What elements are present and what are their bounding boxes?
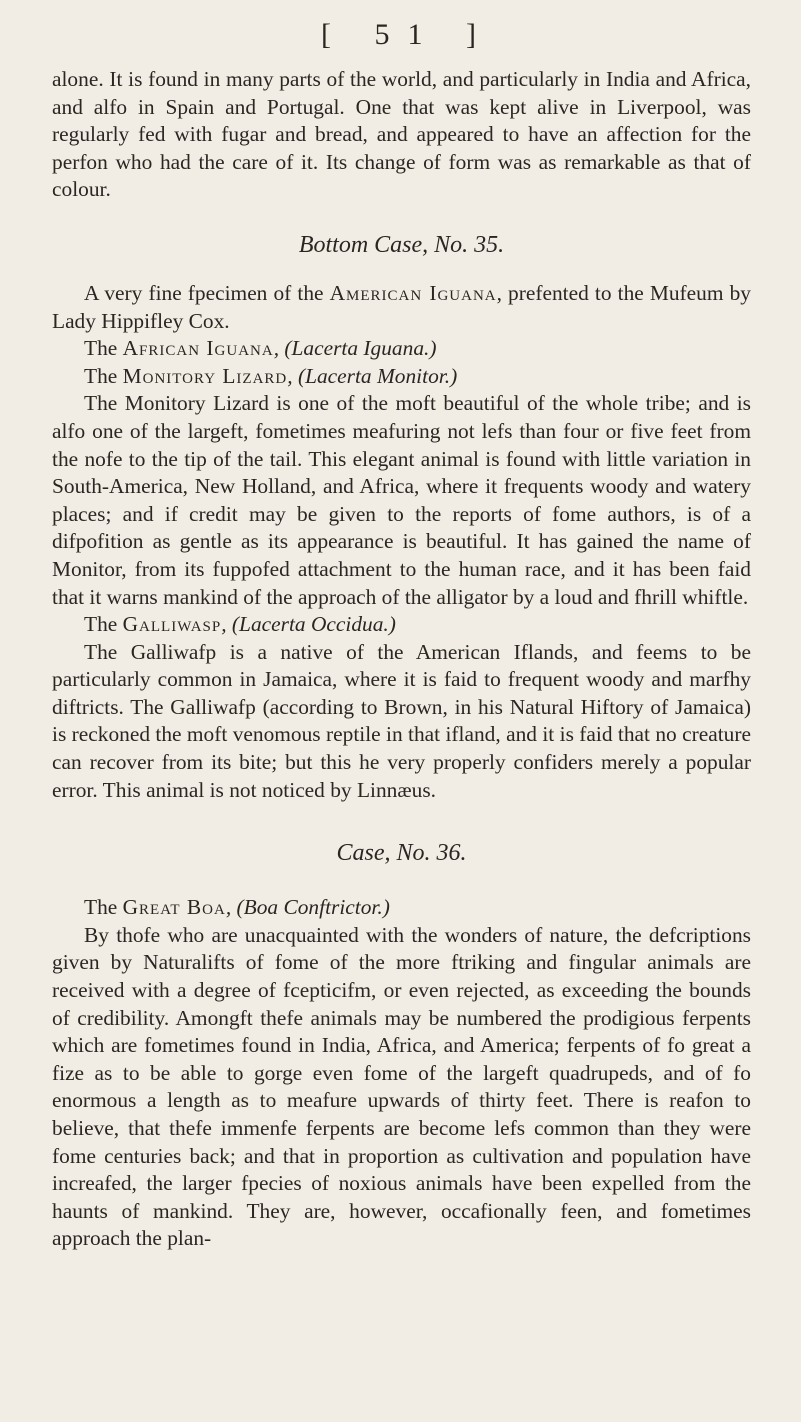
section-heading-case-36: Case, No. 36. bbox=[336, 840, 467, 867]
species-name: Great Boa bbox=[122, 895, 226, 920]
section-heading-bottom-case-35: Bottom Case, No. 35. bbox=[298, 231, 505, 258]
page-number: [ 51 ] bbox=[321, 18, 494, 51]
american-iguana-paragraph: A very fine fpecimen of the American Iguana, prefented to the Mufeum by Lady Hippifley Cox. bbox=[52, 280, 751, 333]
galliwasp-description: The Galliwafp is a native of the American Iflands, and feems to be particularly common in Jamaica, where it is faid to frequent woody and marfhy diftricts. The Galliwafp (according to Brown, in his Natural Hiftory of Jamaica) is reckoned the moft venomous reptile in that ifland, and it is faid that no creature can recover from its bite; but this he very properly confiders merely a popular error. This animal is not noticed by Linnæus. bbox=[52, 639, 751, 802]
african-iguana-entry: The African Iguana, (Lacerta Iguana.) bbox=[84, 336, 437, 361]
great-boa-entry: The Great Boa, (Boa Conftrictor.) bbox=[84, 895, 390, 920]
latin-name: , (Lacerta Monitor.) bbox=[287, 363, 458, 388]
species-name: Galliwasp bbox=[122, 612, 222, 637]
species-name: American Iguana bbox=[329, 280, 497, 305]
species-name: Monitory Lizard bbox=[122, 363, 288, 388]
monitory-lizard-entry: The Monitory Lizard, (Lacerta Monitor.) bbox=[84, 363, 458, 388]
latin-name: , (Boa Conftrictor.) bbox=[225, 895, 390, 920]
great-boa-description: By thofe who are unacquainted with the wonders of nature, the defcriptions given by Naturalifts of fome of the more ftriking and fingular animals are received with a degree of fcepticifm, or even rejected, as exceeding the bounds of credibility. Amongft thefe animals may be numbered the prodigious ferpents which are fometimes found in India, Africa, and America; ferpents of fo great a fize as to be able to gorge even fome of the largeft quadrupeds, and of fo enormous a length as to meafure upwards of thirty feet. There is reafon to believe, that thefe immenfe ferpents are become lefs common than they were fome centuries back; and that in proportion as cultivation and population have increafed, the larger fpecies of noxious animals have been expelled from the haunts of mankind. They are, however, occafionally feen, and fometimes approach the plan- bbox=[52, 922, 751, 1251]
species-name: African Iguana bbox=[122, 336, 274, 361]
latin-name: , (Lacerta Occidua.) bbox=[221, 612, 396, 637]
monitory-lizard-description: The Monitory Lizard is one of the moft beautiful of the whole tribe; and is alfo one of the largeft, fometimes meafuring not lefs than four or five feet from the nofe to the tip of the tail. This elegant animal is found with little variation in South-America, New Holland, and Africa, where it frequents woody and watery places; and if credit may be given to the reports of fome authors, is of a difpofition as gentle as its appearance is beautiful. It has gained the name of Monitor, from its fuppofed attachment to the human race, and it has been faid that it warns mankind of the approach of the alligator by a loud and fhrill whiftle. bbox=[52, 391, 751, 609]
latin-name: , (Lacerta Iguana.) bbox=[273, 336, 437, 361]
galliwasp-entry: The Galliwasp, (Lacerta Occidua.) bbox=[84, 612, 396, 637]
intro-paragraph: alone. It is found in many parts of the world, and particularly in India and Africa, and alfo in Spain and Portugal. One that was kept alive in Liverpool, was regularly fed with fugar and bread, and appeared to have an affection for the perfon who had the care of it. Its change of form was as remarkable as that of colour. bbox=[52, 67, 751, 202]
